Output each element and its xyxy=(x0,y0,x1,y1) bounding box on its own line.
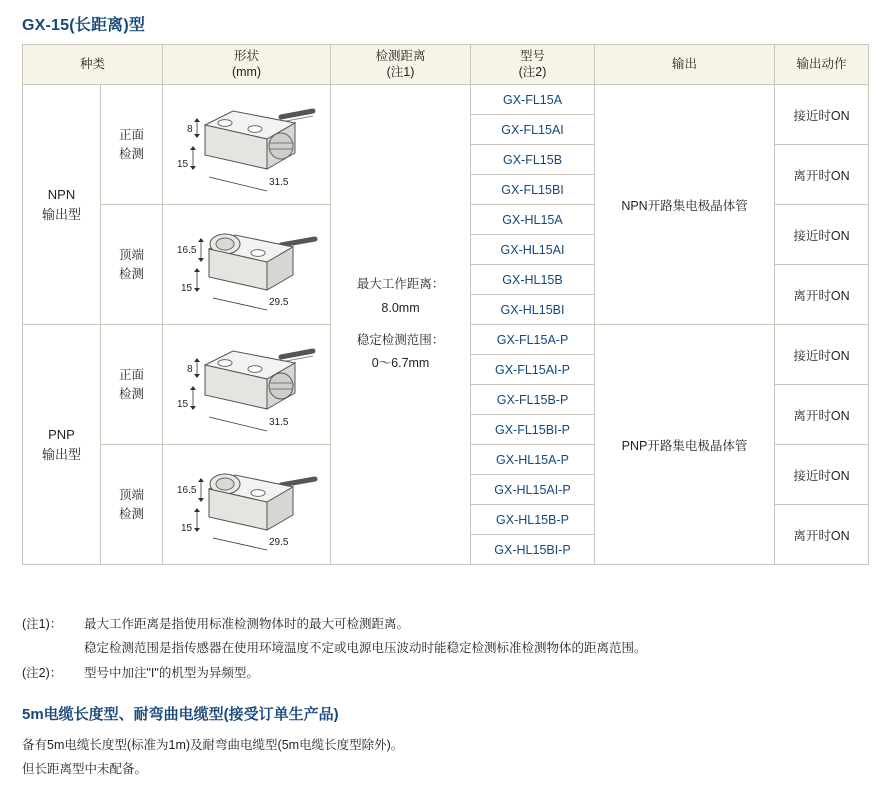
note-1 xyxy=(22,612,868,636)
distance-line3: 稳定检测范围： xyxy=(356,332,445,347)
svg-text:8: 8 xyxy=(187,124,193,135)
subkind-front-pnp-line1: 正面 xyxy=(119,367,145,382)
action-cell: 接近时ON xyxy=(775,445,869,505)
model-cell: GX-FL15AI-P xyxy=(471,355,595,385)
distance-line1: 最大工作距离： xyxy=(356,277,445,291)
subkind-cell-top-npn xyxy=(101,205,163,325)
subkind-top-pnp-line1: 顶端 xyxy=(119,487,145,502)
model-cell: GX-HL15B xyxy=(471,265,595,295)
header-distance-line2: (注1) xyxy=(386,64,415,79)
svg-text:15: 15 xyxy=(181,523,193,534)
subkind-cell-front-npn xyxy=(101,85,163,205)
header-model-line1: 型号 xyxy=(520,48,546,63)
note-2 xyxy=(22,661,868,685)
note-1-text: 最大工作距离是指使用标准检测物体时的最大可检测距离。 xyxy=(84,617,410,631)
subkind-top-line1: 顶端 xyxy=(119,247,145,262)
svg-text:29.5: 29.5 xyxy=(269,537,289,548)
model-cell: GX-HL15A-P xyxy=(471,445,595,475)
svg-text:29.5: 29.5 xyxy=(269,297,289,308)
output-cell-pnp: PNP开路集电极晶体管 xyxy=(595,325,775,565)
output-cell-npn: NPN开路集电极晶体管 xyxy=(595,85,775,325)
notes-block xyxy=(22,612,868,685)
action-cell: 离开时ON xyxy=(775,385,869,445)
table-row xyxy=(23,85,869,115)
header-shape-line1: 形状 xyxy=(234,48,260,63)
model-cell: GX-HL15AI xyxy=(471,235,595,265)
kind-pnp-line1: PNP xyxy=(48,427,75,442)
shape-cell-front-pnp xyxy=(163,325,331,445)
kind-cell-pnp xyxy=(23,325,101,565)
distance-line4: 0～6.7mm xyxy=(371,356,430,371)
model-cell: GX-HL15BI xyxy=(471,295,595,325)
svg-text:16.5: 16.5 xyxy=(177,485,197,496)
subkind-front-pnp-line2: 检测 xyxy=(119,386,145,401)
subsection-line-2: 但长距离型中未配备。 xyxy=(22,762,148,777)
shape-cell-front-npn xyxy=(163,85,331,205)
model-cell: GX-HL15BI-P xyxy=(471,535,595,565)
header-model xyxy=(471,45,595,85)
subkind-top-pnp-line2: 检测 xyxy=(119,506,145,521)
table-header xyxy=(23,45,869,85)
header-kind: 种类 xyxy=(23,45,163,85)
svg-text:8: 8 xyxy=(187,364,193,375)
header-model-line2: (注2) xyxy=(518,64,547,79)
page-title: GX-15(长距离)型 xyxy=(22,17,146,34)
subkind-front-line1: 正面 xyxy=(119,127,145,142)
model-cell: GX-FL15A xyxy=(471,85,595,115)
header-action: 输出动作 xyxy=(775,45,869,85)
model-cell: GX-HL15AI-P xyxy=(471,475,595,505)
subsection-body xyxy=(22,733,868,782)
shape-cell-top-npn xyxy=(163,205,331,325)
model-cell: GX-FL15BI xyxy=(471,175,595,205)
kind-npn-line1: NPN xyxy=(47,187,76,202)
header-distance xyxy=(331,45,471,85)
note-2-text: 型号中加注"I"的机型为异频型。 xyxy=(84,665,259,680)
action-cell: 离开时ON xyxy=(775,505,869,565)
subsection-title: 5m电缆长度型、耐弯曲电缆型(接受订单生产品) xyxy=(22,706,339,723)
shape-cell-top-pnp xyxy=(163,445,331,565)
action-cell: 接近时ON xyxy=(775,85,869,145)
header-shape-line2: (mm) xyxy=(231,64,262,79)
sensor-drawing-top xyxy=(163,445,330,564)
header-shape xyxy=(163,45,331,85)
header-output: 输出 xyxy=(595,45,775,85)
model-cell: GX-FL15AI xyxy=(471,115,595,145)
svg-text:31.5: 31.5 xyxy=(269,417,289,428)
kind-cell-npn xyxy=(23,85,101,325)
note-2-label: (注2)： xyxy=(22,665,63,680)
spec-table xyxy=(22,44,869,565)
svg-text:15: 15 xyxy=(177,399,189,410)
action-cell: 离开时ON xyxy=(775,265,869,325)
sensor-drawing-front xyxy=(163,325,330,444)
subkind-cell-top-pnp xyxy=(101,445,163,565)
subkind-cell-front-pnp xyxy=(101,325,163,445)
subsection-line-1: 备有5m电缆长度型(标准为1m)及耐弯曲电缆型(5m电缆长度型除外)。 xyxy=(22,738,404,752)
model-cell: GX-FL15BI-P xyxy=(471,415,595,445)
kind-npn-line2: 输出型 xyxy=(41,206,81,222)
model-cell: GX-HL15A xyxy=(471,205,595,235)
sensor-drawing-top xyxy=(163,205,330,324)
model-cell: GX-FL15B xyxy=(471,145,595,175)
header-distance-line1: 检测距离 xyxy=(375,48,426,63)
distance-cell xyxy=(331,85,471,565)
action-cell: 接近时ON xyxy=(775,205,869,265)
model-cell: GX-FL15B-P xyxy=(471,385,595,415)
subkind-top-line2: 检测 xyxy=(119,266,145,281)
action-cell: 接近时ON xyxy=(775,325,869,385)
table-body xyxy=(23,85,869,565)
action-cell: 离开时ON xyxy=(775,145,869,205)
svg-text:15: 15 xyxy=(181,283,193,294)
model-cell: GX-HL15B-P xyxy=(471,505,595,535)
distance-line2: 8.0mm xyxy=(381,300,420,315)
svg-text:31.5: 31.5 xyxy=(269,177,289,188)
kind-pnp-line2: 输出型 xyxy=(41,446,81,462)
subkind-front-line2: 检测 xyxy=(119,146,145,161)
svg-text:16.5: 16.5 xyxy=(177,245,197,256)
svg-text:15: 15 xyxy=(177,159,189,170)
sensor-drawing-front xyxy=(163,85,330,204)
model-cell: GX-FL15A-P xyxy=(471,325,595,355)
table-header-row xyxy=(23,45,869,85)
note-1-cont: 稳定检测范围是指传感器在使用环境温度不定或电源电压波动时能稳定检测标准检测物体的距离范围。 xyxy=(84,641,647,656)
note-1-label: (注1)： xyxy=(22,617,63,631)
